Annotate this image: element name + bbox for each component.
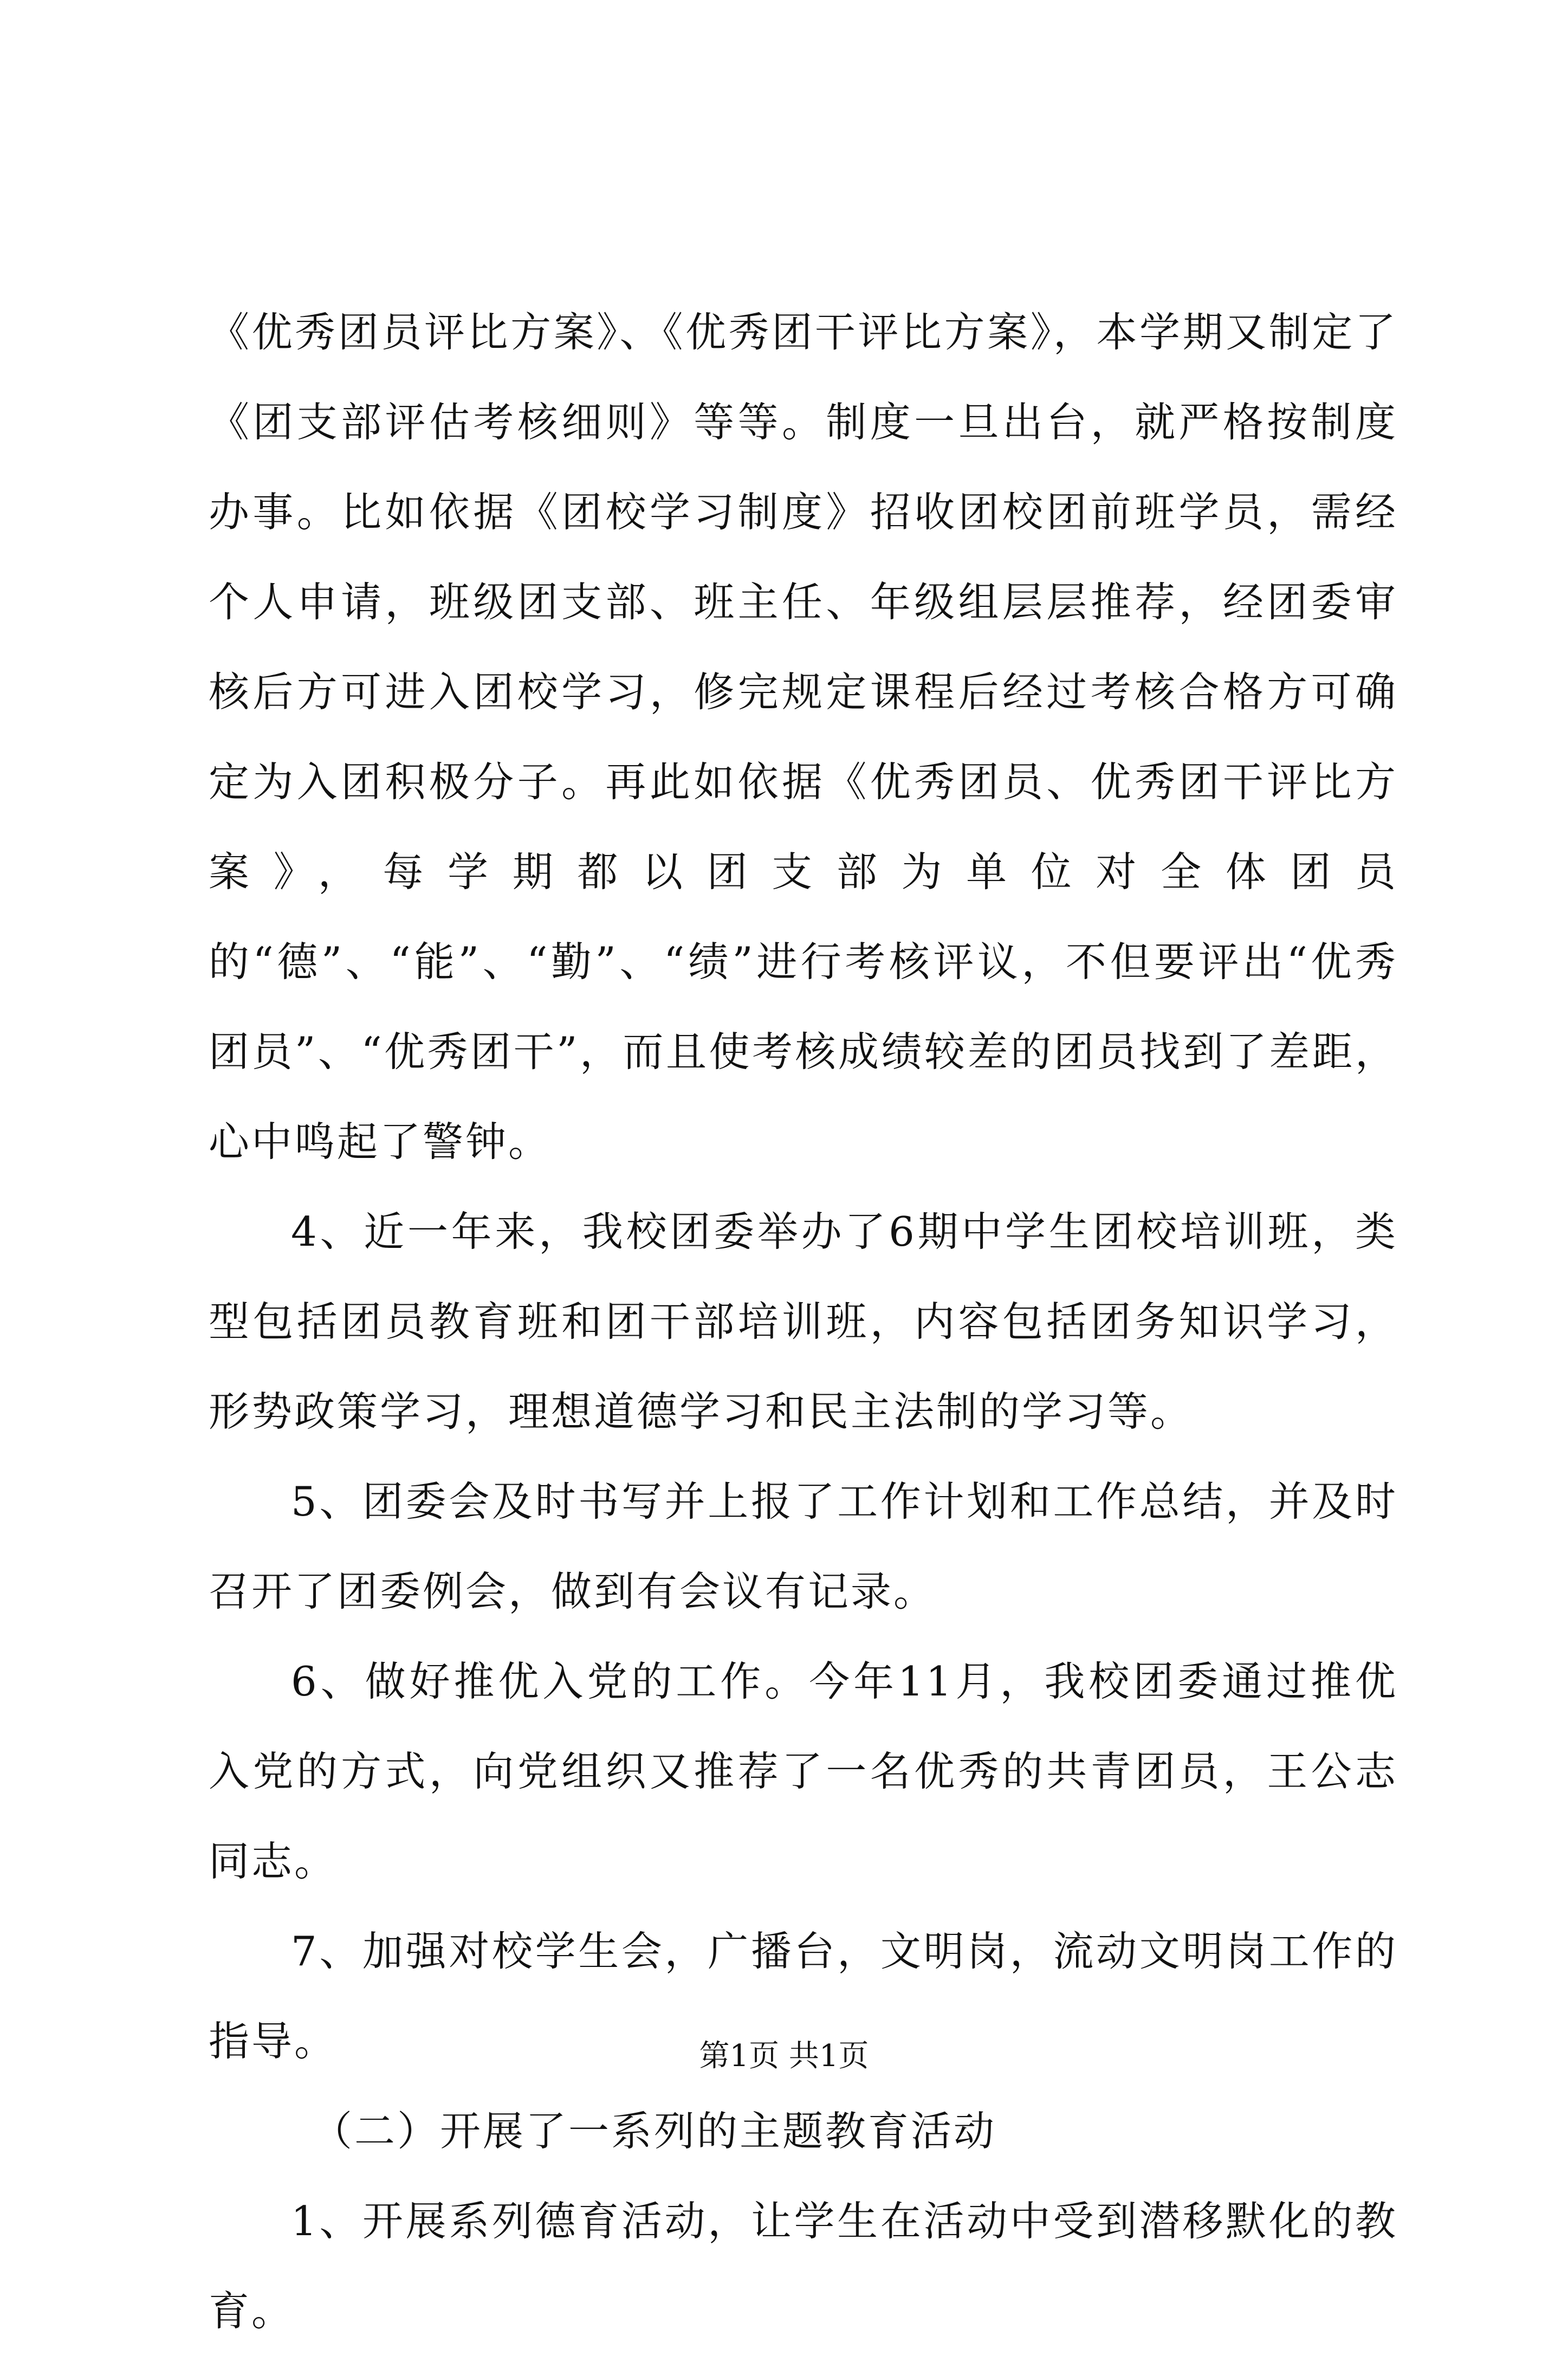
paragraph-subitem-1: 1、开展系列德育活动，让学生在活动中受到潜移默化的教育。 — [209, 2197, 1398, 2335]
section-heading: （二）开展了一系列的主题教育活动 — [312, 2107, 997, 2155]
paragraph-item-7: 7、加强对校学生会，广播台，文明岗，流动文明岗工作的指导。 — [209, 1927, 1398, 2065]
page-footer: 第1页 共1页 — [699, 2038, 869, 2074]
paragraph-item-5: 5、团委会及时书写并上报了工作计划和工作总结，并及时召开了团委例会，做到有会议有记录。 — [209, 1478, 1398, 1615]
paragraph-continuation: 《优秀团员评比方案》、《优秀团干评比方案》，本学期又制定了《团支部评估考核细则》等等。制度一旦出台，就严格按制度办事。比如依据《团校学习制度》招收团校团前班学员，需经个人申请，班级团支部、班主任、年级组层层推荐，经团委审核后方可进入团校学习，修完规定课程后经过考核合格方可确定为入团积极分子。再此如依据《优秀团员、优秀团干评比方案》，每学期都以团支部为单位对全体团员的“德”、“能”、“勤”、“绩”进行考核评议，不但要评出“优秀团员”、“优秀团干”，而且使考核成绩较差的团员找到了差距，心中鸣起了警钟。 — [209, 308, 1398, 1166]
paragraph-item-6: 6、做好推优入党的工作。今年11月，我校团委通过推优入党的方式，向党组织又推荐了一名优秀的共青团员，王公志同志。 — [209, 1658, 1398, 1885]
paragraph-item-4: 4、近一年来，我校团委举办了6期中学生团校培训班，类型包括团员教育班和团干部培训班，内容包括团务知识学习，形势政策学习，理想道德学习和民主法制的学习等。 — [209, 1208, 1398, 1435]
